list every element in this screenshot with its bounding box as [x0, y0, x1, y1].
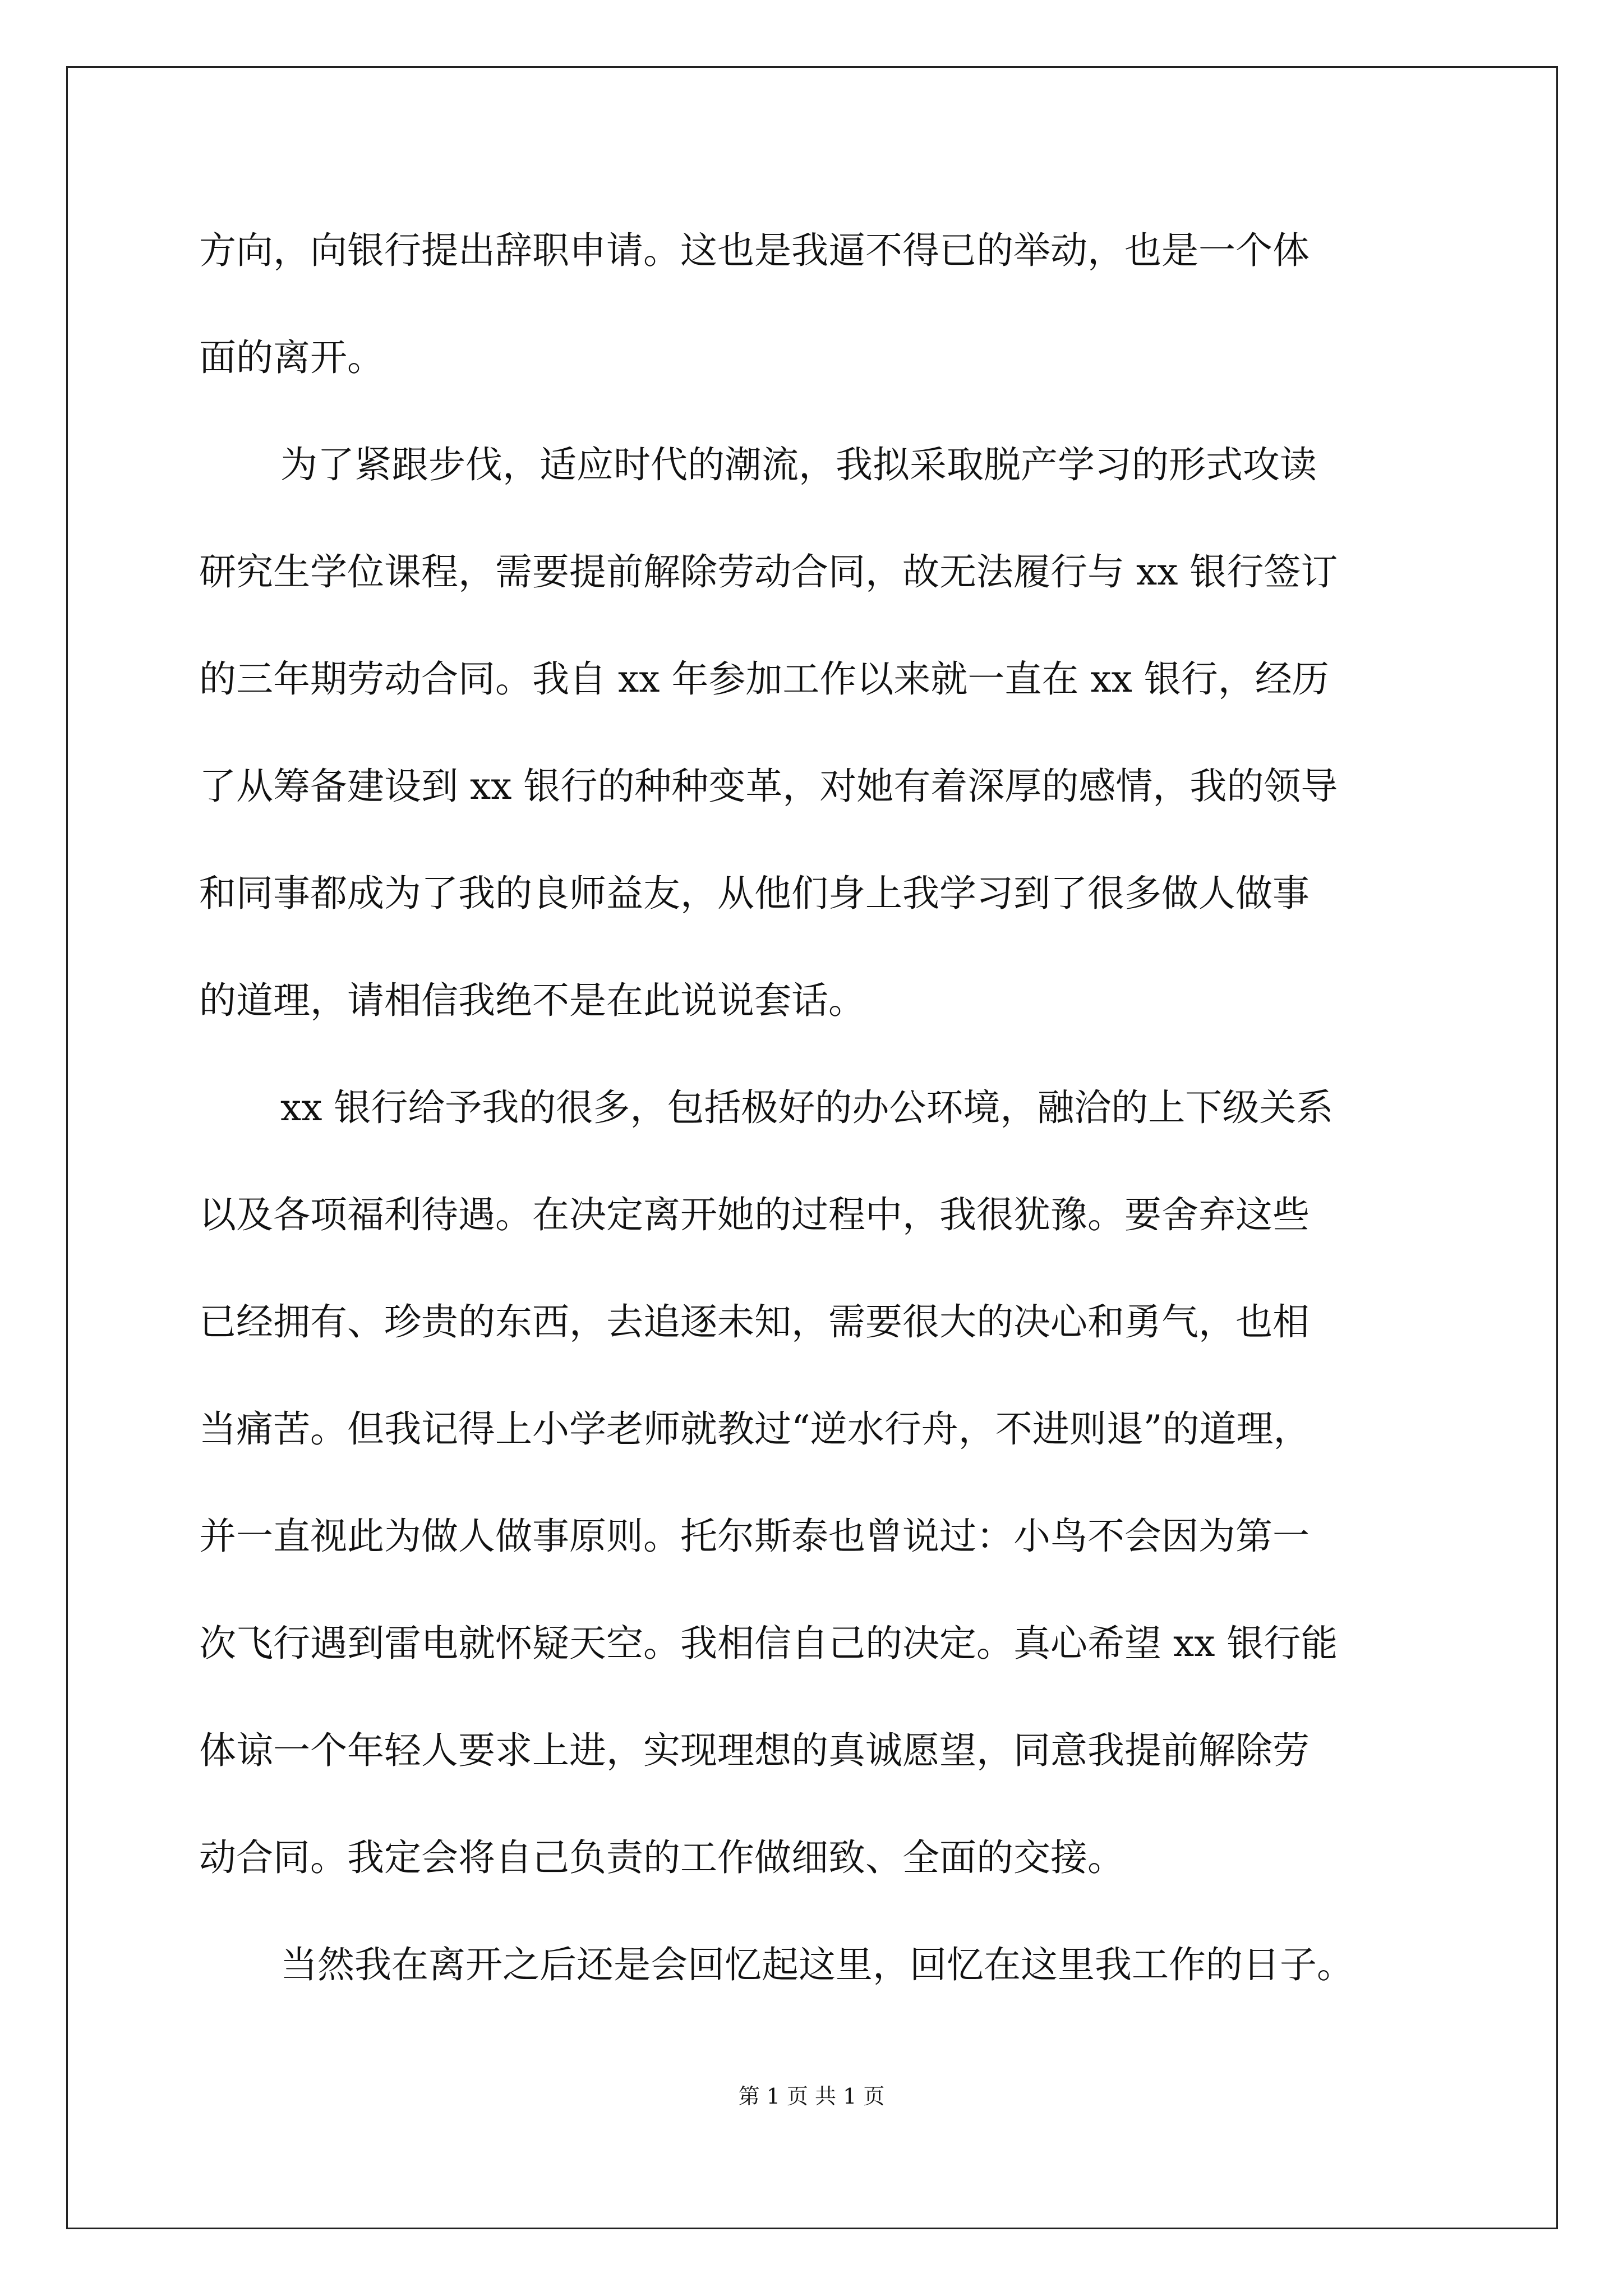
page-border: [66, 66, 1558, 2229]
text-line: 的三年期劳动合同。我自 xx 年参加工作以来就一直在 xx 银行，经历: [199, 657, 1329, 701]
text-line: 的道理，请相信我绝不是在此说说套话。: [199, 979, 865, 1022]
text-line: 了从筹备建设到 xx 银行的种种变革，对她有着深厚的感情，我的领导: [199, 765, 1338, 808]
text-line: 并一直视此为做人做事原则。托尔斯泰也曾说过：小鸟不会因为第一: [199, 1515, 1310, 1558]
paragraph-first-line: 为了紧跟步伐，适应时代的潮流，我拟采取脱产学习的形式攻读: [280, 443, 1317, 486]
text-line: 体谅一个年轻人要求上进，实现理想的真诚愿望，同意我提前解除劳: [199, 1729, 1310, 1772]
text-line: 次飞行遇到雷电就怀疑天空。我相信自己的决定。真心希望 xx 银行能: [199, 1622, 1338, 1665]
text-line: 面的离开。: [199, 336, 384, 379]
text-line: 方向，向银行提出辞职申请。这也是我逼不得已的举动，也是一个体: [199, 229, 1310, 272]
paragraph-first-line: 当然我在离开之后还是会回忆起这里，回忆在这里我工作的日子。: [280, 1943, 1354, 1986]
text-line: 以及各项福利待遇。在决定离开她的过程中，我很犹豫。要舍弃这些: [199, 1193, 1310, 1236]
paragraph-first-line: xx 银行给予我的很多，包括极好的办公环境，融洽的上下级关系: [280, 1086, 1334, 1129]
text-line: 和同事都成为了我的良师益友，从他们身上我学习到了很多做人做事: [199, 872, 1310, 915]
text-line: 动合同。我定会将自己负责的工作做细致、全面的交接。: [199, 1836, 1124, 1879]
text-line: 已经拥有、珍贵的东西，去追逐未知，需要很大的决心和勇气，也相: [199, 1300, 1310, 1343]
page-number-footer: 第 1 页 共 1 页: [738, 2084, 885, 2109]
text-line: 研究生学位课程，需要提前解除劳动合同，故无法履行与 xx 银行签订: [199, 550, 1338, 593]
text-line: 当痛苦。但我记得上小学老师就教过“逆水行舟，不进则退”的道理，: [199, 1407, 1311, 1451]
